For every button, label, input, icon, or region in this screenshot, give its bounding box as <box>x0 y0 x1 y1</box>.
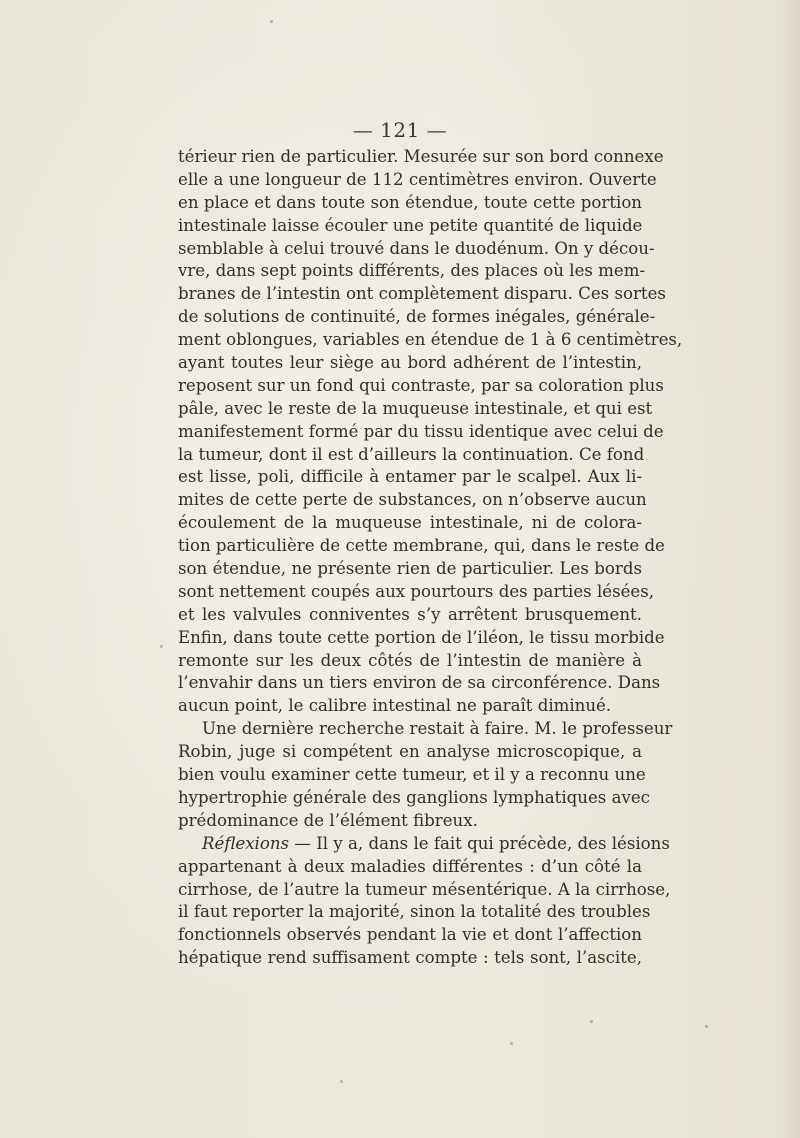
text-line: Robin, juge si compétent en analyse microscopique, a <box>178 742 642 762</box>
text-line: reposent sur un fond qui contraste, par sa coloration plus <box>178 375 664 395</box>
text-line: branes de l’intestin ont complètement disparu. Ces sortes <box>178 284 666 304</box>
text-line: il faut reporter la majorité, sinon la totalité des troubles <box>178 902 651 922</box>
text-line: fonctionnels observés pendant la vie et dont l’affection <box>178 925 642 945</box>
text-line: pâle, avec le reste de la muqueuse intestinale, et qui est <box>178 398 653 418</box>
paper-speck <box>270 20 273 23</box>
text-line: bien voulu examiner cette tumeur, et il y a reconnu une <box>178 765 646 785</box>
text-line: remonte sur les deux côtés de l’intestin de manière à <box>178 650 642 670</box>
text-line: vre, dans sept points différents, des places où les mem- <box>178 261 646 281</box>
page-body-text <box>178 146 683 970</box>
reflexions-text: Il y a, dans le fait qui précède, des lésions <box>316 833 670 853</box>
page-number: — 121 — <box>352 118 448 142</box>
text-line: en place et dans toute son étendue, toute cette portion <box>178 192 642 212</box>
paper-speck <box>510 1042 513 1045</box>
text-line: mites de cette perte de substances, on n’observe aucun <box>178 490 647 510</box>
page-edge-shadow <box>782 0 800 1138</box>
text-line: prédominance de l’élément fibreux. <box>178 810 478 830</box>
paper-speck <box>160 645 163 648</box>
text-line: cirrhose, de l’autre la tumeur mésentérique. A la cirrhose, <box>178 879 671 899</box>
text-line: intestinale laisse écouler une petite quantité de liquide <box>178 215 643 235</box>
text-line: est lisse, poli, difficile à entamer par le scalpel. Aux li- <box>178 467 642 487</box>
text-line: ayant toutes leur siège au bord adhérent de l’intestin, <box>178 353 642 373</box>
text-line: hypertrophie générale des ganglions lymphatiques avec <box>178 787 650 807</box>
text-line: hépatique rend suffisament compte : tels sont, l’ascite, <box>178 948 642 968</box>
paper-speck <box>590 1020 593 1023</box>
text-line: ment oblongues, variables en étendue de 1 à 6 centimètres, <box>178 330 683 350</box>
text-line: appartenant à deux maladies différentes : d’un côté la <box>178 856 642 876</box>
text-line-reflexions <box>178 833 670 856</box>
text-line: Une dernière recherche restait à faire. M. le professeur <box>202 719 673 739</box>
text-line: elle a une longueur de 112 centimètres environ. Ouverte <box>178 169 657 189</box>
text-line: de solutions de continuité, de formes inégales, générale- <box>178 307 656 327</box>
text-line: la tumeur, dont il est d’ailleurs la continuation. Ce fond <box>178 444 645 464</box>
text-line: son étendue, ne présente rien de particulier. Les bords <box>178 559 642 579</box>
text-line: manifestement formé par du tissu identique avec celui de <box>178 421 664 441</box>
text-line: et les valvules conniventes s’y arrêtent brusquement. <box>178 604 642 624</box>
text-line: aucun point, le calibre intestinal ne paraît diminué. <box>178 696 612 716</box>
text-line: semblable à celui trouvé dans le duodénum. On y décou- <box>178 238 655 258</box>
paper-speck <box>340 1080 343 1083</box>
text-line: térieur rien de particulier. Mesurée sur son bord connexe <box>178 147 664 166</box>
text-line: tion particulière de cette membrane, qui, dans le reste de <box>178 536 665 556</box>
reflexions-label: Réflexions — <box>202 833 311 853</box>
text-line: l’envahir dans un tiers environ de sa circonférence. Dans <box>178 673 661 693</box>
paper-speck <box>705 1025 708 1028</box>
text-line: écoulement de la muqueuse intestinale, ni de colora- <box>178 513 642 533</box>
text-line: Enfin, dans toute cette portion de l’iléon, le tissu morbide <box>178 627 665 647</box>
text-line: sont nettement coupés aux pourtours des parties lésées, <box>178 581 655 601</box>
